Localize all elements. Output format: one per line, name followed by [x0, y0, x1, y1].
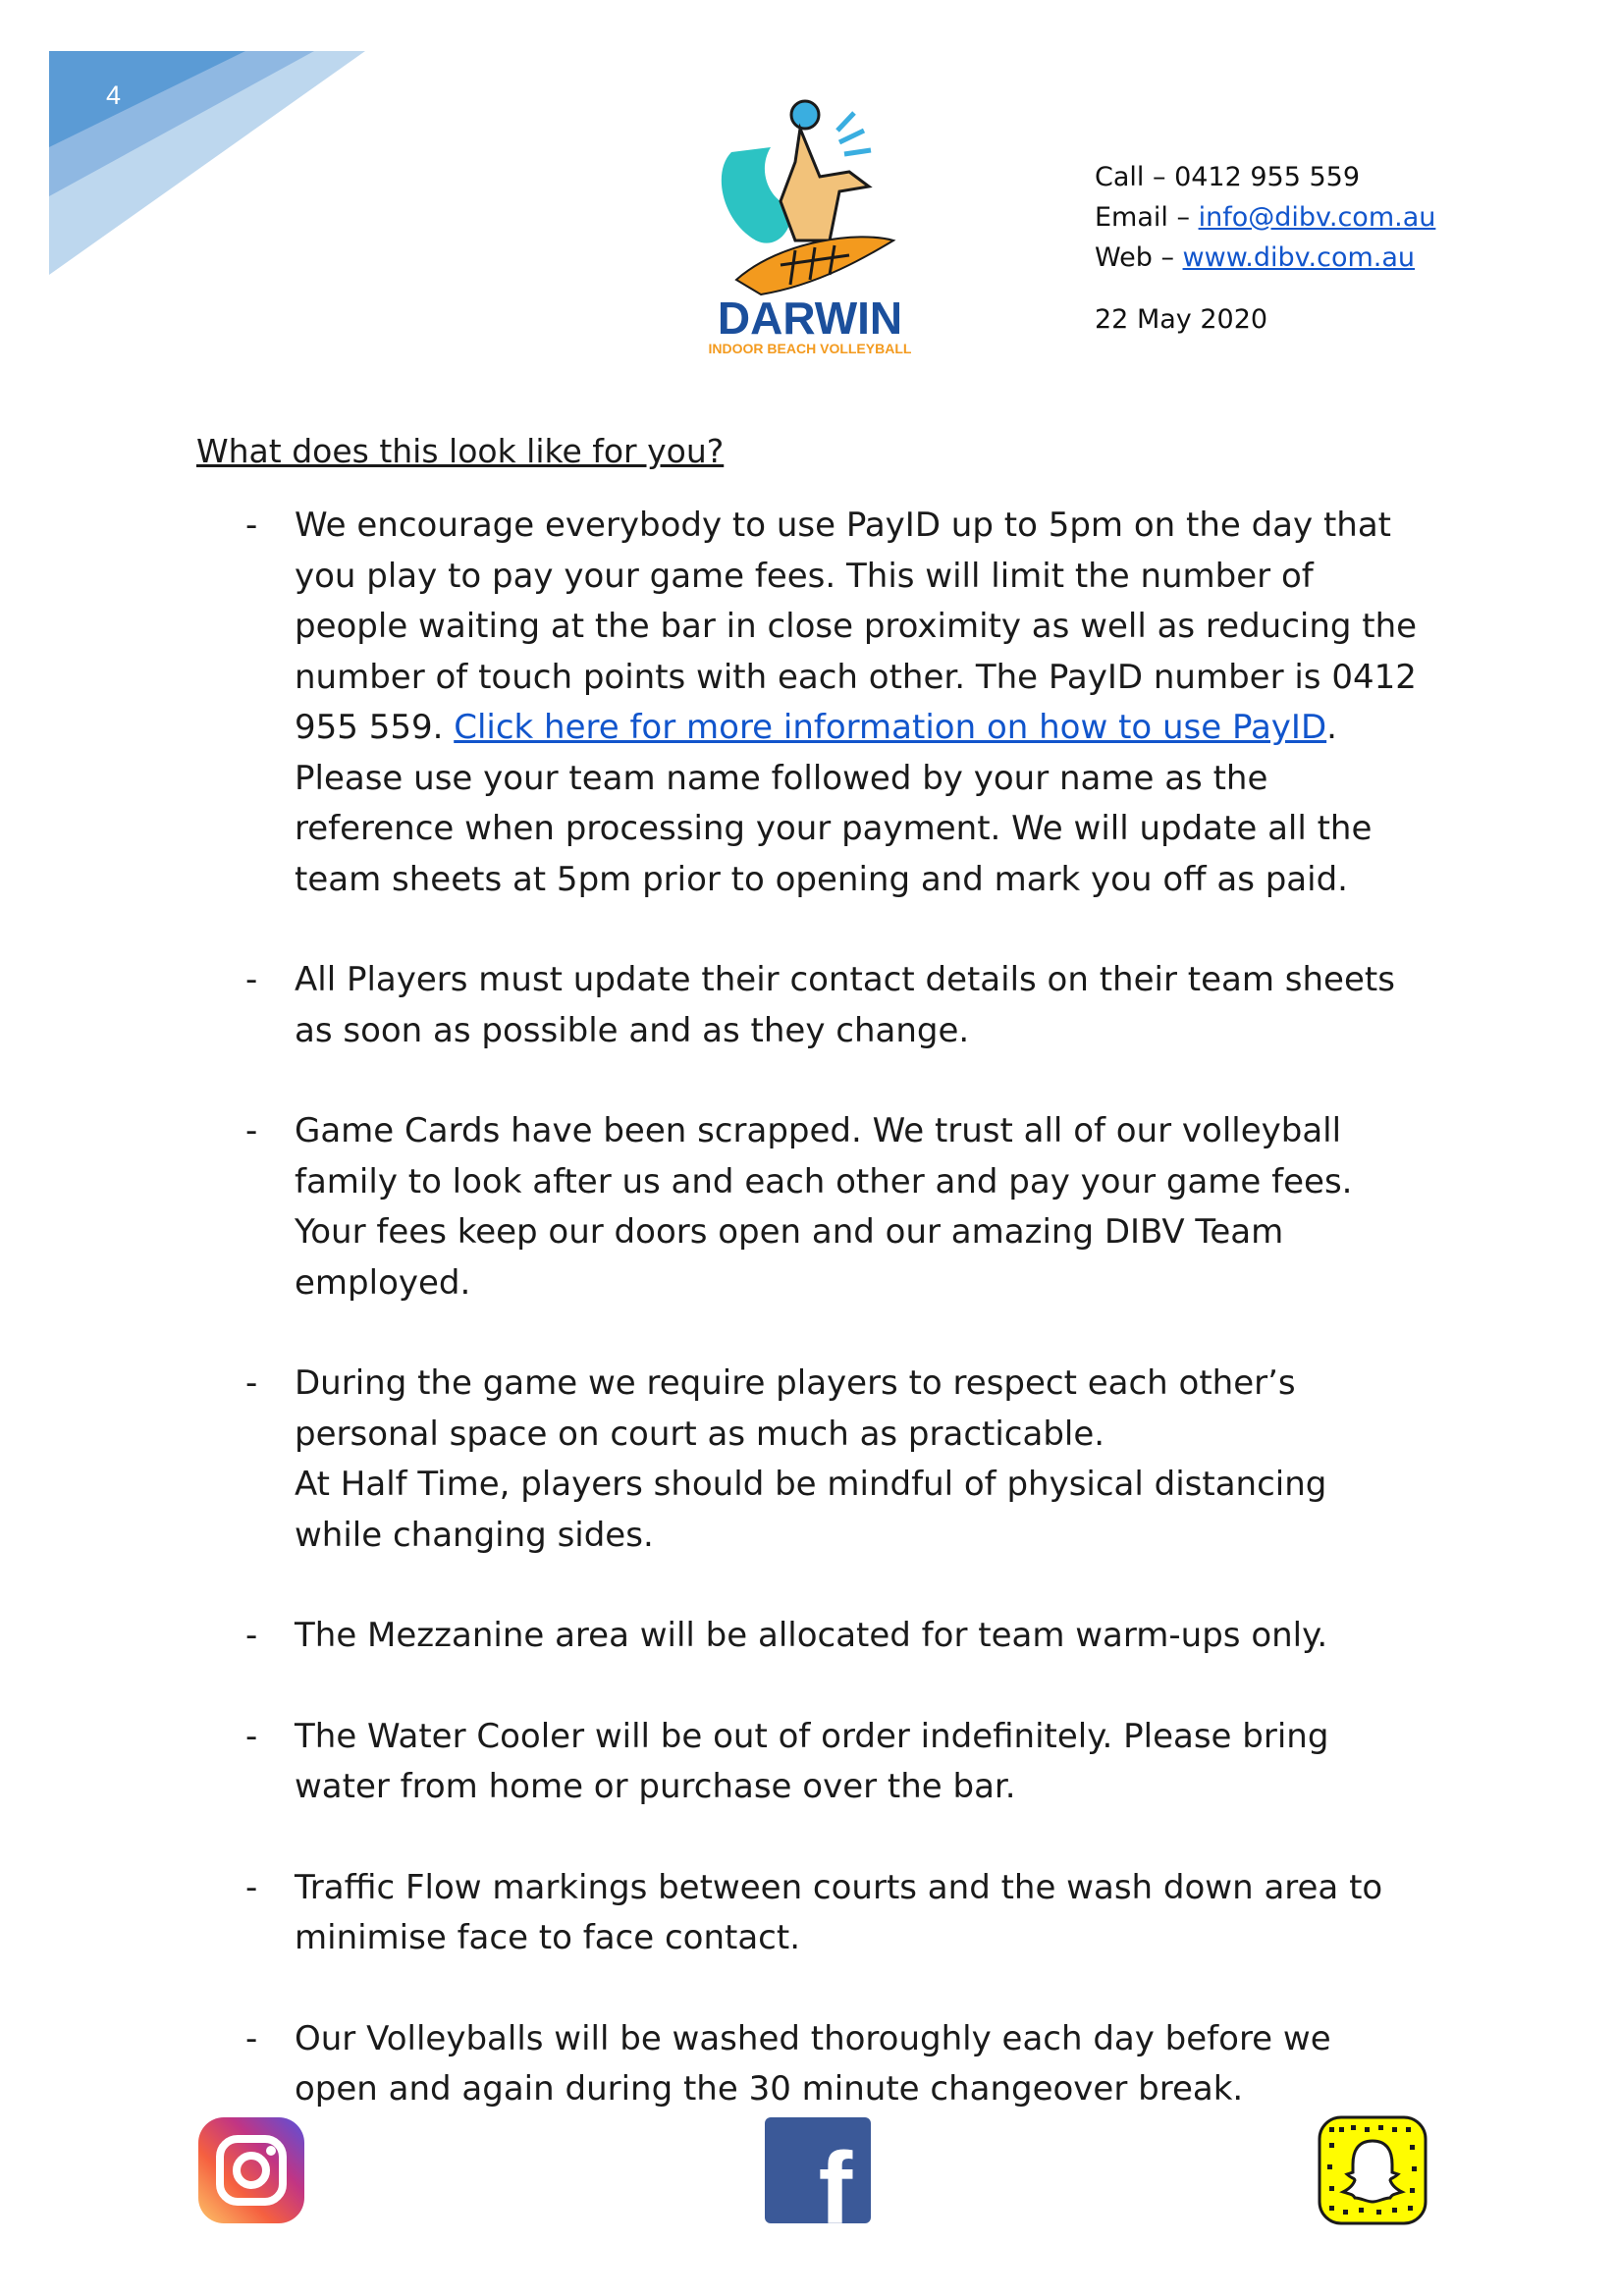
list-item: [245, 1712, 1424, 1813]
logo-title: DARWIN: [717, 293, 903, 344]
bullet-list: [245, 501, 1424, 2165]
snapchat-icon[interactable]: [1318, 2115, 1427, 2225]
bullet-text: All Players must update their contact details on their team sheets as soon as possible and as they change.: [295, 960, 1395, 1050]
list-item: [245, 1863, 1424, 1964]
contact-call: [1095, 157, 1435, 197]
page-number: 4: [106, 80, 122, 110]
bullet-marker: -: [245, 960, 258, 999]
bullet-marker: -: [245, 1111, 258, 1150]
payid-info-link[interactable]: Click here for more information on how to use PayID: [454, 708, 1327, 747]
logo-subtitle: INDOOR BEACH VOLLEYBALL: [708, 341, 912, 356]
web-label: Web –: [1095, 242, 1183, 273]
bullet-marker: -: [245, 506, 258, 545]
list-item: [245, 1359, 1424, 1561]
bullet-marker: -: [245, 1363, 258, 1403]
bullet-text: Traffic Flow markings between courts and the wash down area to minimise face to face contact.: [295, 1867, 1383, 1957]
call-value: 0412 955 559: [1174, 162, 1361, 192]
email-label: Email –: [1095, 202, 1199, 233]
email-link[interactable]: info@dibv.com.au: [1198, 202, 1436, 233]
bullet-text: Game Cards have been scrapped. We trust all of our volleyball family to look after us and each other and pay your game fees. Your fees keep our doors open and our amazing DIBV Team employed.: [295, 1111, 1353, 1303]
bullet-text: The Mezzanine area will be allocated for team warm-ups only.: [295, 1616, 1328, 1655]
bullet-text: At Half Time, players should be mindful of physical distancing while changing sides.: [295, 1465, 1327, 1555]
bullet-marker: -: [245, 1616, 258, 1655]
facebook-icon[interactable]: [763, 2115, 873, 2225]
bullet-marker: -: [245, 1867, 258, 1907]
list-item: [245, 2014, 1424, 2115]
contact-web: [1095, 238, 1435, 278]
list-item: [245, 1106, 1424, 1308]
contact-block: [1095, 157, 1435, 340]
call-label: Call –: [1095, 162, 1175, 192]
bullet-marker: -: [245, 1716, 258, 1756]
bullet-text: Our Volleyballs will be washed thoroughly each day before we open and again during the 30 minute changeover break.: [295, 2018, 1331, 2109]
web-link[interactable]: www.dibv.com.au: [1182, 242, 1416, 273]
corner-decoration: [0, 0, 373, 285]
bullet-text: The Water Cooler will be out of order indefinitely. Please bring water from home or purchase over the bar.: [295, 1716, 1329, 1806]
list-item: [245, 501, 1424, 905]
list-item: [245, 1611, 1424, 1662]
bullet-marker: -: [245, 2018, 258, 2058]
bullet-text: We encourage everybody to use PayID up to 5pm on the day that you play to pay your game fees. This will limit the number of people waiting at the bar in close proximity as well as reducing the number of touch points with each other. The PayID number is 0412 955 559.: [295, 506, 1418, 747]
facebook-letter: f: [818, 2132, 853, 2225]
bullet-text: . Please use your team name followed by your name as the reference when processing your payment. We will update all the team sheets at 5pm prior to opening and mark you off as paid.: [295, 708, 1373, 899]
bullet-text: During the game we require players to respect each other’s personal space on court as much as practicable.: [295, 1363, 1296, 1454]
section-heading: What does this look like for you?: [196, 432, 725, 470]
contact-email: [1095, 197, 1435, 238]
list-item: [245, 955, 1424, 1056]
document-date: 22 May 2020: [1095, 304, 1268, 335]
darwin-logo: [702, 93, 918, 358]
instagram-icon[interactable]: [196, 2115, 306, 2225]
